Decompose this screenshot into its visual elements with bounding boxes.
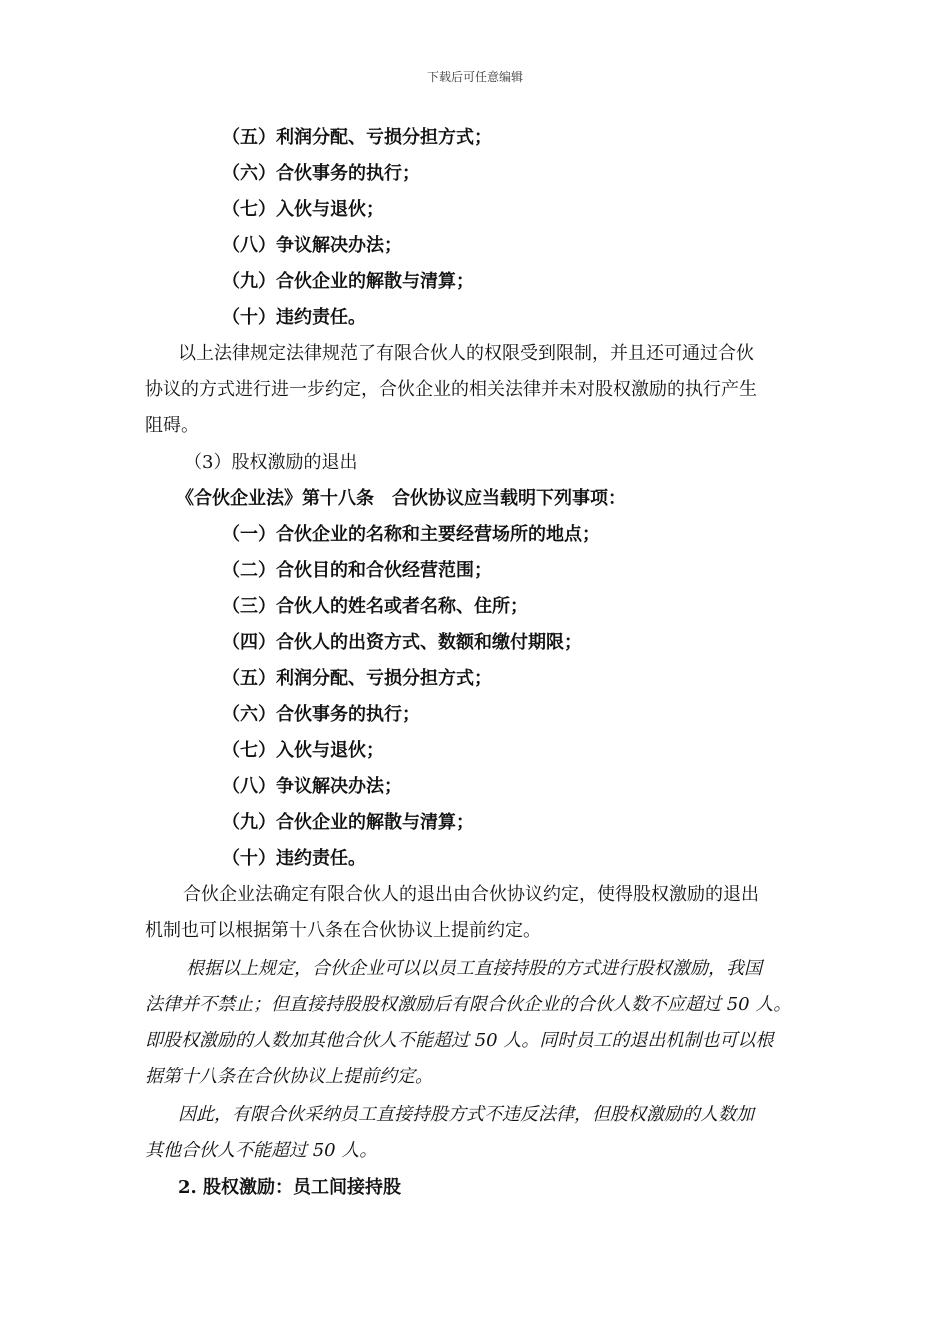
list-item: （九）合伙企业的解散与清算； (222, 812, 474, 833)
list-item: （五）利润分配、亏损分担方式； (222, 127, 492, 148)
paragraph-line: 法律并不禁止；但直接持股股权激励后有限合伙企业的合伙人数不应超过 50 人。 (145, 994, 792, 1015)
list-item: （五）利润分配、亏损分担方式； (222, 668, 492, 689)
paragraph-line: 机制也可以根据第十八条在合伙协议上提前约定。 (145, 920, 541, 941)
list-item: （八）争议解决办法； (222, 776, 402, 797)
list-item: （十）违约责任。 (222, 848, 366, 869)
paragraph-line: 根据以上规定，合伙企业可以以员工直接持股的方式进行股权激励，我国 (186, 958, 762, 979)
paragraph-line: 阻碍。 (145, 415, 199, 436)
list-item: （四）合伙人的出资方式、数额和缴付期限； (222, 632, 582, 653)
list-item: （六）合伙事务的执行； (222, 704, 420, 725)
paragraph-line: 以上法律规定法律规范了有限合伙人的权限受到限制，并且还可通过合伙 (178, 343, 754, 364)
list-item: （二）合伙目的和合伙经营范围； (222, 560, 492, 581)
section-heading: （3）股权激励的退出 (184, 452, 358, 473)
paragraph-line: 据第十八条在合伙协议上提前约定。 (145, 1066, 433, 1087)
list-item: （七）入伙与退伙； (222, 199, 384, 220)
paragraph-line: 即股权激励的人数加其他合伙人不能超过 50 人。同时员工的退出机制也可以根 (145, 1030, 774, 1051)
list-item: （六）合伙事务的执行； (222, 163, 420, 184)
paragraph-line: 其他合伙人不能超过 50 人。 (145, 1140, 378, 1161)
law-article-title: 《合伙企业法》第十八条 合伙协议应当载明下列事项： (176, 488, 626, 509)
list-item: （八）争议解决办法； (222, 235, 402, 256)
section-heading: 2. 股权激励：员工间接持股 (178, 1177, 402, 1198)
list-item: （三）合伙人的姓名或者名称、住所； (222, 596, 528, 617)
list-item: （七）入伙与退伙； (222, 740, 384, 761)
paragraph-line: 协议的方式进行进一步约定，合伙企业的相关法律并未对股权激励的执行产生 (145, 379, 757, 400)
list-item: （十）违约责任。 (222, 307, 366, 328)
paragraph-line: 合伙企业法确定有限合伙人的退出由合伙协议约定，使得股权激励的退出 (183, 884, 759, 905)
paragraph-line: 因此，有限合伙采纳员工直接持股方式不违反法律，但股权激励的人数加 (178, 1104, 754, 1125)
list-item: （一）合伙企业的名称和主要经营场所的地点； (222, 524, 600, 545)
list-item: （九）合伙企业的解散与清算； (222, 271, 474, 292)
page-header: 下载后可任意编辑 (426, 70, 523, 84)
